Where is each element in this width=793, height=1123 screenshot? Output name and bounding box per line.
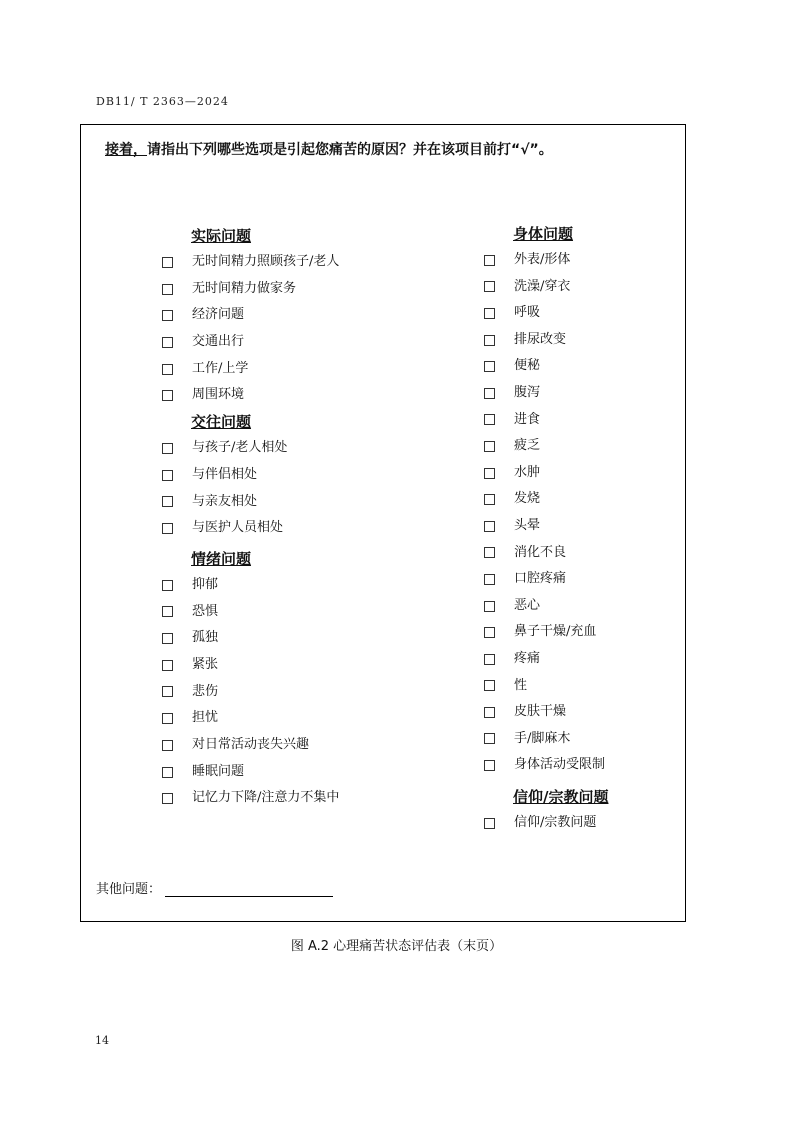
checklist-item <box>481 673 608 700</box>
checkbox[interactable] <box>484 494 495 505</box>
checkbox[interactable] <box>162 337 173 348</box>
checklist-item-label: 口腔疼痛 <box>514 571 567 587</box>
checklist-item <box>481 810 608 837</box>
checklist-item-label: 与伴侣相处 <box>192 466 258 482</box>
checklist-item-label: 周围环境 <box>192 387 245 403</box>
checklist-item-label: 疲乏 <box>514 438 541 454</box>
checklist-item-label: 信仰/宗教问题 <box>514 814 597 830</box>
checklist-item-label: 洗澡/穿衣 <box>514 278 571 294</box>
checklist-item <box>159 302 339 329</box>
checklist-item-label: 与亲友相处 <box>192 493 258 509</box>
checklist-item <box>159 785 339 812</box>
checklist-item-label: 手/脚麻木 <box>514 730 571 746</box>
checklist-item-label: 睡眠问题 <box>192 763 245 779</box>
checklist-item <box>159 732 339 759</box>
checklist-item <box>159 382 339 409</box>
checklist-item <box>481 300 608 327</box>
checkbox[interactable] <box>162 257 173 268</box>
page-number: 14 <box>95 1034 109 1047</box>
checklist-item-label: 进食 <box>514 411 541 427</box>
checklist-item <box>159 329 339 356</box>
checklist-item <box>159 572 339 599</box>
checkbox[interactable] <box>162 686 173 697</box>
checklist-item <box>481 327 608 354</box>
checkbox[interactable] <box>484 335 495 346</box>
checklist-item <box>481 699 608 726</box>
checkbox[interactable] <box>484 574 495 585</box>
checklist-item <box>481 540 608 567</box>
checklist-item <box>481 247 608 274</box>
section-heading-physical: 身体问题 <box>513 225 574 243</box>
checklist-item <box>159 249 339 276</box>
section-heading-social: 交往问题 <box>191 413 252 432</box>
checklist-item <box>159 276 339 303</box>
checklist-item-label: 腹泻 <box>514 384 541 400</box>
checklist-item <box>481 752 608 779</box>
checklist-item <box>481 593 608 620</box>
checklist-item <box>159 625 339 652</box>
checklist-item-label: 恶心 <box>514 597 541 613</box>
right-column <box>481 221 608 836</box>
checkbox[interactable] <box>484 388 495 399</box>
checklist-item-label: 悲伤 <box>192 683 219 699</box>
checkbox[interactable] <box>484 818 495 829</box>
checklist-item <box>159 462 339 489</box>
checklist-item <box>481 380 608 407</box>
checkbox[interactable] <box>162 284 173 295</box>
checkbox[interactable] <box>162 523 173 534</box>
checklist-item-label: 对日常活动丧失兴趣 <box>192 737 310 752</box>
checklist-item <box>481 486 608 513</box>
checklist-item <box>481 274 608 301</box>
checkbox[interactable] <box>162 390 173 401</box>
checklist-item-label: 排尿改变 <box>514 331 567 347</box>
checkbox[interactable] <box>484 255 495 266</box>
checkbox[interactable] <box>162 633 173 644</box>
checklist-item-label: 头晕 <box>514 517 541 533</box>
checklist-item-label: 性 <box>514 677 528 693</box>
checkbox[interactable] <box>162 310 173 321</box>
checkbox[interactable] <box>484 521 495 532</box>
other-problems-label: 其他问题： <box>96 882 162 897</box>
checklist-item-label: 记忆力下降/注意力不集中 <box>192 790 340 806</box>
checkbox[interactable] <box>484 281 495 292</box>
checkbox[interactable] <box>484 680 495 691</box>
checklist-item <box>481 353 608 380</box>
checklist-item <box>159 435 339 462</box>
checklist-item-label: 孤独 <box>192 630 219 646</box>
checklist-item-label: 抑郁 <box>192 576 219 592</box>
checklist-item <box>159 489 339 516</box>
checklist-item-label: 身体活动受限制 <box>514 757 606 773</box>
checklist-item <box>481 513 608 540</box>
checklist-item <box>481 619 608 646</box>
figure-caption: 图 A.2 心理痛苦状态评估表（末页） <box>290 939 503 954</box>
checklist-item-label: 紧张 <box>192 656 219 672</box>
checkbox[interactable] <box>484 547 495 558</box>
checkbox[interactable] <box>484 441 495 452</box>
emotional-list <box>159 572 339 812</box>
other-problems <box>96 878 333 897</box>
questionnaire-frame <box>80 124 686 922</box>
checkbox[interactable] <box>162 364 173 375</box>
checklist-item-label: 皮肤干燥 <box>514 704 567 720</box>
physical-list <box>481 247 608 779</box>
checklist-item-label: 便秘 <box>514 358 541 374</box>
checklist-item-label: 发烧 <box>514 491 541 507</box>
checklist-item <box>481 646 608 673</box>
checkbox[interactable] <box>162 470 173 481</box>
instruction-body: 请指出下列哪些选项是引起您痛苦的原因？并在该项目前打“√”。 <box>147 142 553 158</box>
checkbox[interactable] <box>162 793 173 804</box>
checkbox[interactable] <box>484 361 495 372</box>
section-heading-emotional: 情绪问题 <box>191 549 252 568</box>
instruction-lead: 接着， <box>105 142 147 158</box>
checklist-item <box>159 652 339 679</box>
checklist-item-label: 呼吸 <box>514 305 541 321</box>
checkbox[interactable] <box>484 414 495 425</box>
checklist-item-label: 恐惧 <box>192 603 219 619</box>
checkbox[interactable] <box>162 660 173 671</box>
checklist-item-label: 疼痛 <box>514 650 541 666</box>
standard-code: DB11/ T 2363—2024 <box>96 95 229 108</box>
checklist-item <box>481 460 608 487</box>
checkbox[interactable] <box>484 733 495 744</box>
checkbox[interactable] <box>162 443 173 454</box>
checkbox[interactable] <box>162 606 173 617</box>
checkbox[interactable] <box>162 740 173 751</box>
practical-list <box>159 249 339 409</box>
checklist-item <box>159 705 339 732</box>
checkbox[interactable] <box>484 601 495 612</box>
checklist-item-label: 鼻子干燥/充血 <box>514 624 597 640</box>
checkbox[interactable] <box>484 707 495 718</box>
spiritual-list <box>481 810 608 837</box>
checkbox[interactable] <box>484 627 495 638</box>
checklist-item-label: 担忧 <box>192 710 219 726</box>
left-column <box>159 223 339 812</box>
checklist-item <box>159 515 339 542</box>
checklist-item-label: 工作/上学 <box>192 360 249 376</box>
checkbox[interactable] <box>162 580 173 591</box>
checkbox[interactable] <box>162 496 173 507</box>
checklist-item <box>481 566 608 593</box>
checklist-item-label: 消化不良 <box>514 544 567 560</box>
checklist-item-label: 外表/形体 <box>514 252 571 267</box>
section-heading-spiritual: 信仰/宗教问题 <box>513 787 609 806</box>
checklist-item <box>481 433 608 460</box>
instruction-text <box>105 139 553 159</box>
other-problems-input[interactable] <box>165 884 333 897</box>
checkbox[interactable] <box>484 468 495 479</box>
checklist-item-label: 与孩子/老人相处 <box>192 440 288 456</box>
checkbox[interactable] <box>162 767 173 778</box>
checklist-item <box>159 679 339 706</box>
checkbox[interactable] <box>484 760 495 771</box>
checklist-item <box>481 726 608 753</box>
checklist-item-label: 水肿 <box>514 464 541 480</box>
checklist-item-label: 无时间精力照顾孩子/老人 <box>192 254 340 269</box>
checklist-item <box>481 407 608 434</box>
section-heading-practical: 实际问题 <box>191 227 252 245</box>
checklist-item <box>159 759 339 786</box>
checkbox[interactable] <box>484 308 495 319</box>
checklist-item-label: 无时间精力做家务 <box>192 280 297 296</box>
social-list <box>159 435 339 542</box>
checklist-item <box>159 599 339 626</box>
checklist-item <box>159 356 339 383</box>
checkbox[interactable] <box>484 654 495 665</box>
checklist-item-label: 与医护人员相处 <box>192 520 284 536</box>
checklist-item-label: 交通出行 <box>192 334 245 350</box>
checkbox[interactable] <box>162 713 173 724</box>
checklist-item-label: 经济问题 <box>192 307 245 323</box>
